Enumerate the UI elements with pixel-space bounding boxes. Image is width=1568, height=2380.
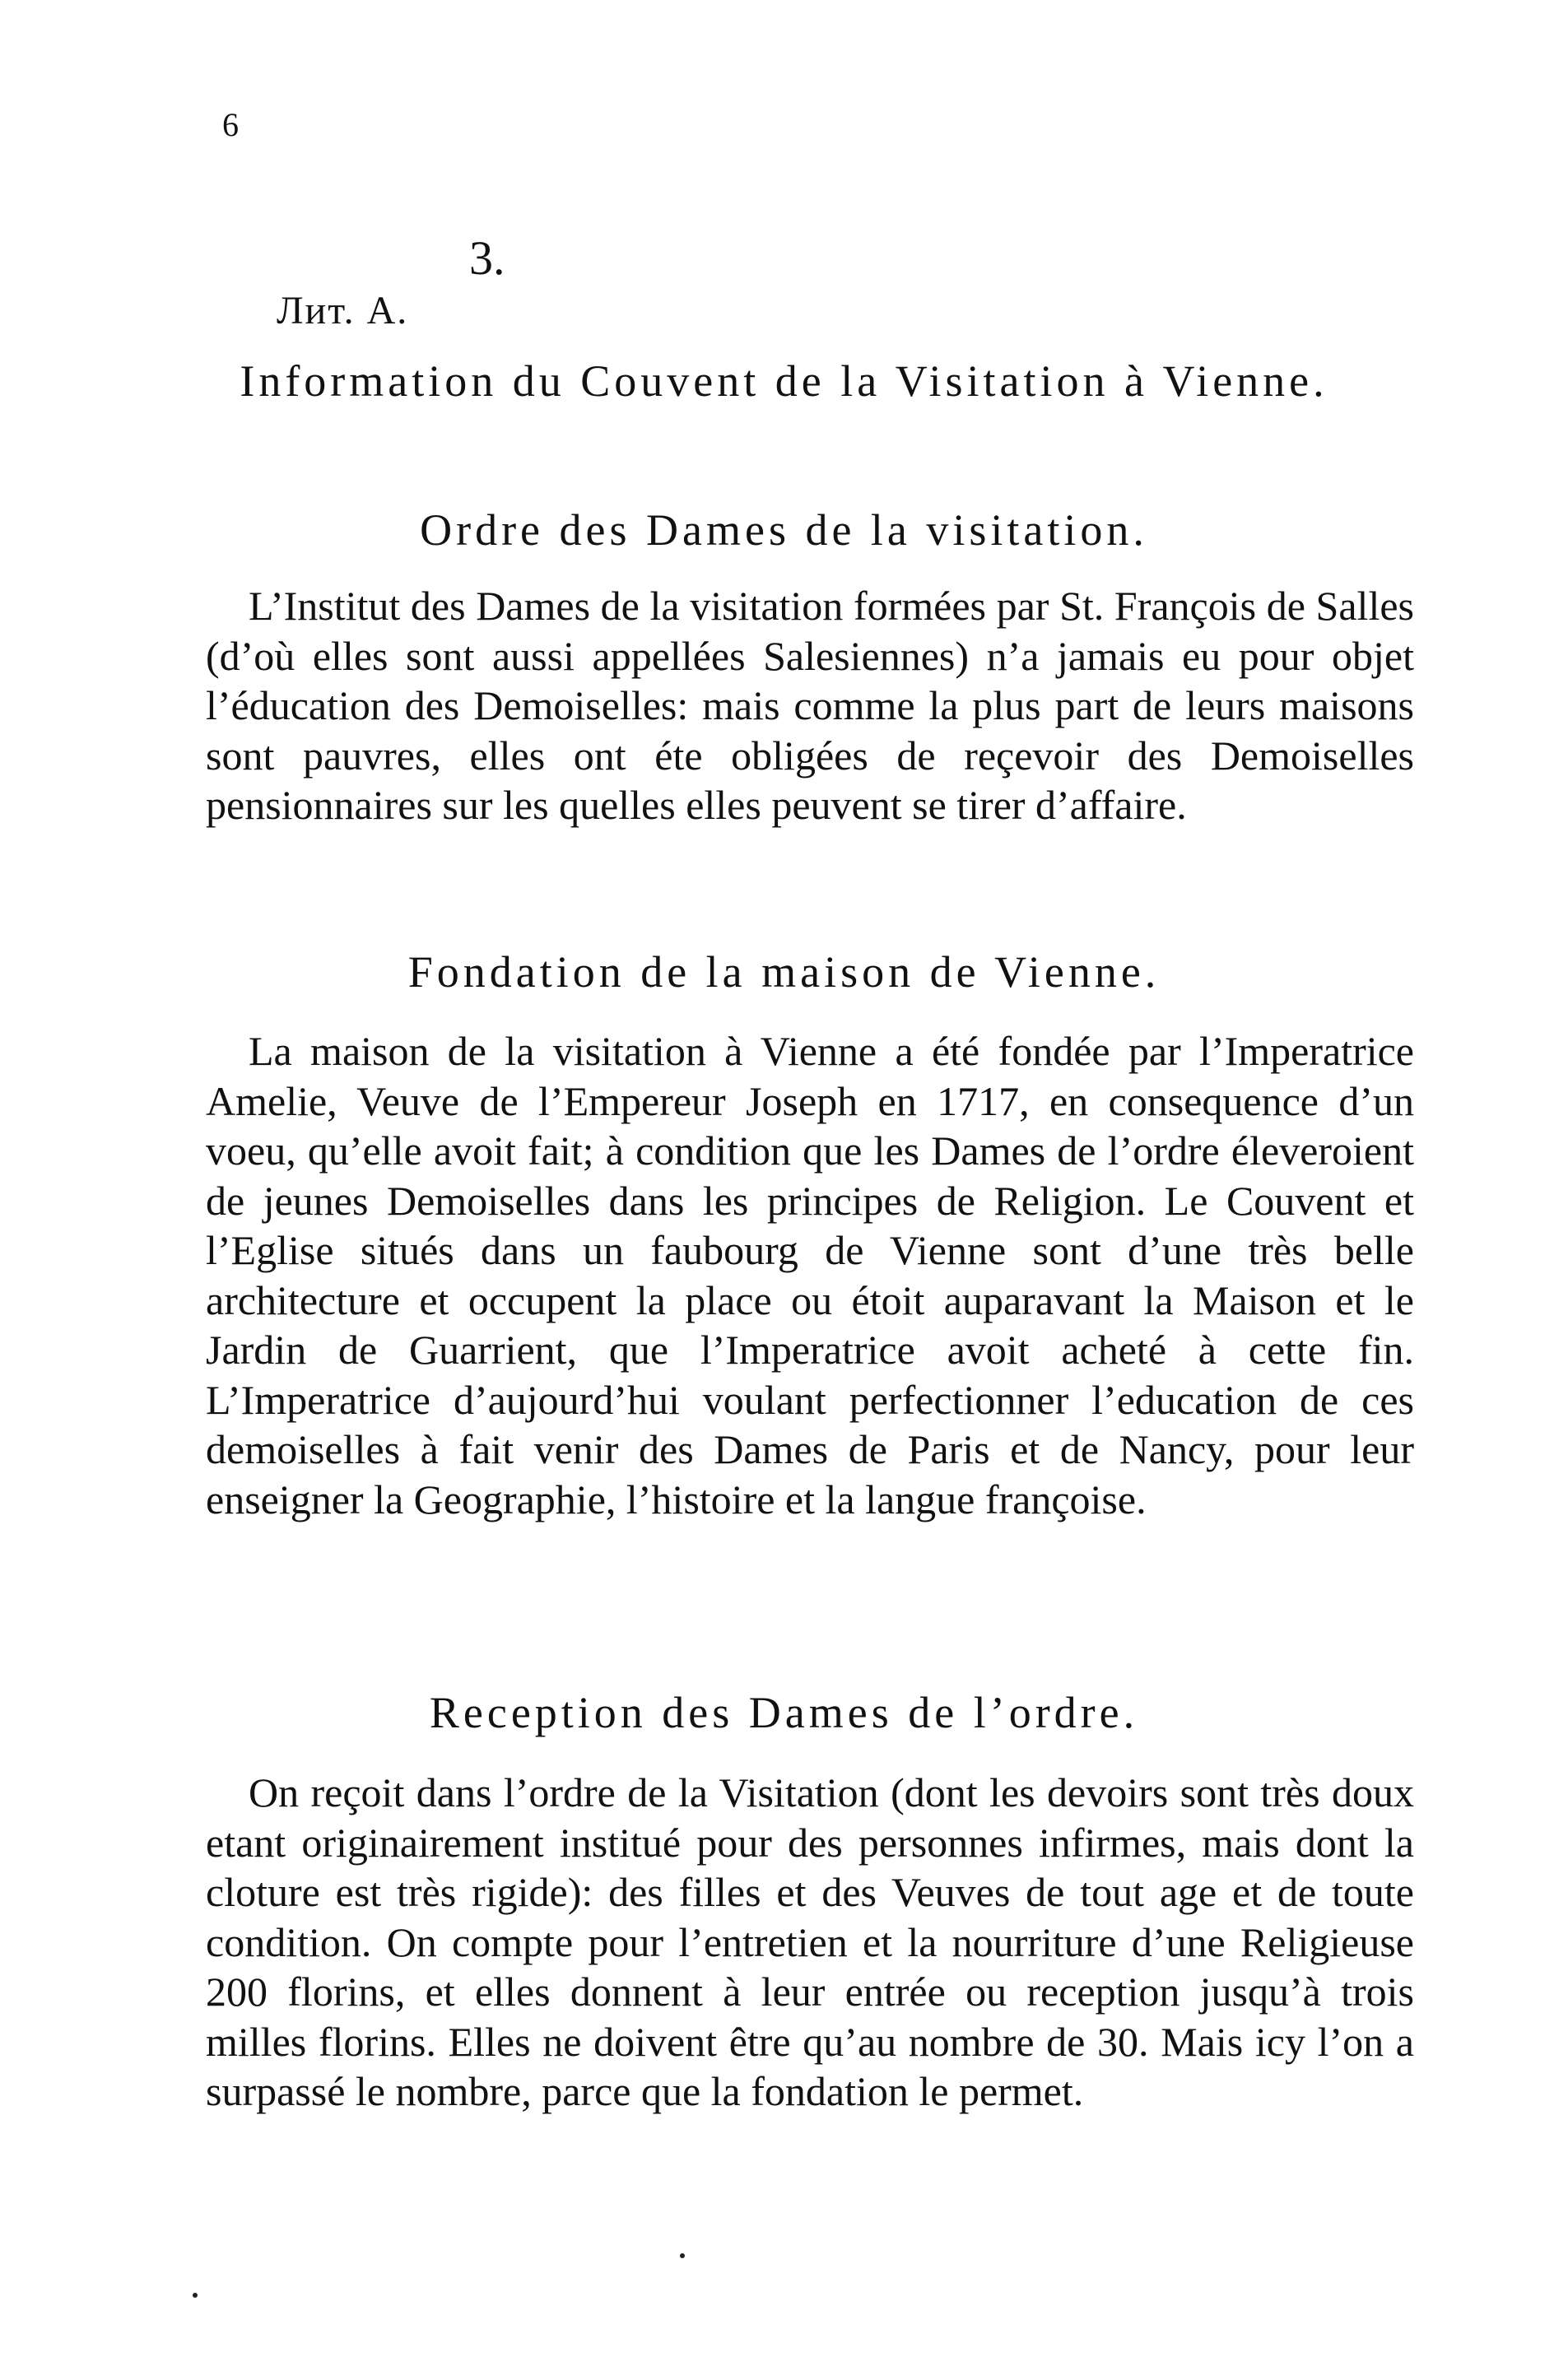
- ink-speck: [680, 2253, 685, 2258]
- document-title: Information du Couvent de la Visitation à Vienne.: [240, 356, 1328, 406]
- paragraph: On reçoit dans l’ordre de la Visitation (dont les devoirs sont très doux etant originairement institué pour des personnes infirmes, mais dont la cloture est très rigide): des filles et des Veuves de tout age et de toute condition. On compte pour l’entretien et la nourriture d’une Religieuse 200 florins, et elles donnent à leur entrée ou reception jusqu’à trois milles florins. Elles ne doivent être qu’au nombre de 30. Mais icy l’on a surpassé le nombre, parce que la fondation le permet.: [206, 1769, 1414, 2114]
- paragraph: L’Institut des Dames de la visitation formées par St. François de Salles (d’où elles sont aussi appellées Salesiennes) n’a jamais eu pour objet l’éducation des Demoiselles: mais comme la plus part de leurs maisons sont pauvres, elles ont éte obligées de reçevoir des Demoiselles pensionnaires sur les quelles elles peuvent se tirer d’affaire.: [206, 583, 1414, 828]
- section-body-ordre: [206, 581, 1414, 830]
- section-heading-fondation: Fondation de la maison de Vienne.: [407, 947, 1161, 997]
- ink-speck: [193, 2293, 198, 2298]
- section-number: 3.: [469, 231, 505, 285]
- section-body-reception: [206, 1768, 1414, 2117]
- section-heading-ordre: Ordre des Dames de la visitation.: [420, 505, 1148, 555]
- lit-label: Лит. A.: [277, 289, 409, 332]
- paragraph: La maison de la visitation à Vienne a été fondée par l’Imperatrice Amelie, Veuve de l’Empereur Joseph en 1717, en consequence d’un voeu, qu’elle avoit fait; à condition que les Dames de l’ordre éleveroient de jeunes Demoiselles dans les principes de Religion. Le Couvent et l’Eglise situés dans un faubourg de Vienne sont d’une très belle architecture et occupent la place ou étoit auparavant la Maison et le Jardin de Guarrient, que l’Imperatrice avoit acheté à cette fin. L’Imperatrice d’aujourd’hui voulant perfectionner l’education de ces demoiselles à fait venir des Dames de Paris et de Nancy, pour leur enseigner la Geographie, l’histoire et la langue françoise.: [206, 1028, 1414, 1522]
- section-body-fondation: [206, 1026, 1414, 1524]
- section-heading-reception: Reception des Dames de l’ordre.: [429, 1688, 1139, 1737]
- page-number: 6: [222, 106, 239, 143]
